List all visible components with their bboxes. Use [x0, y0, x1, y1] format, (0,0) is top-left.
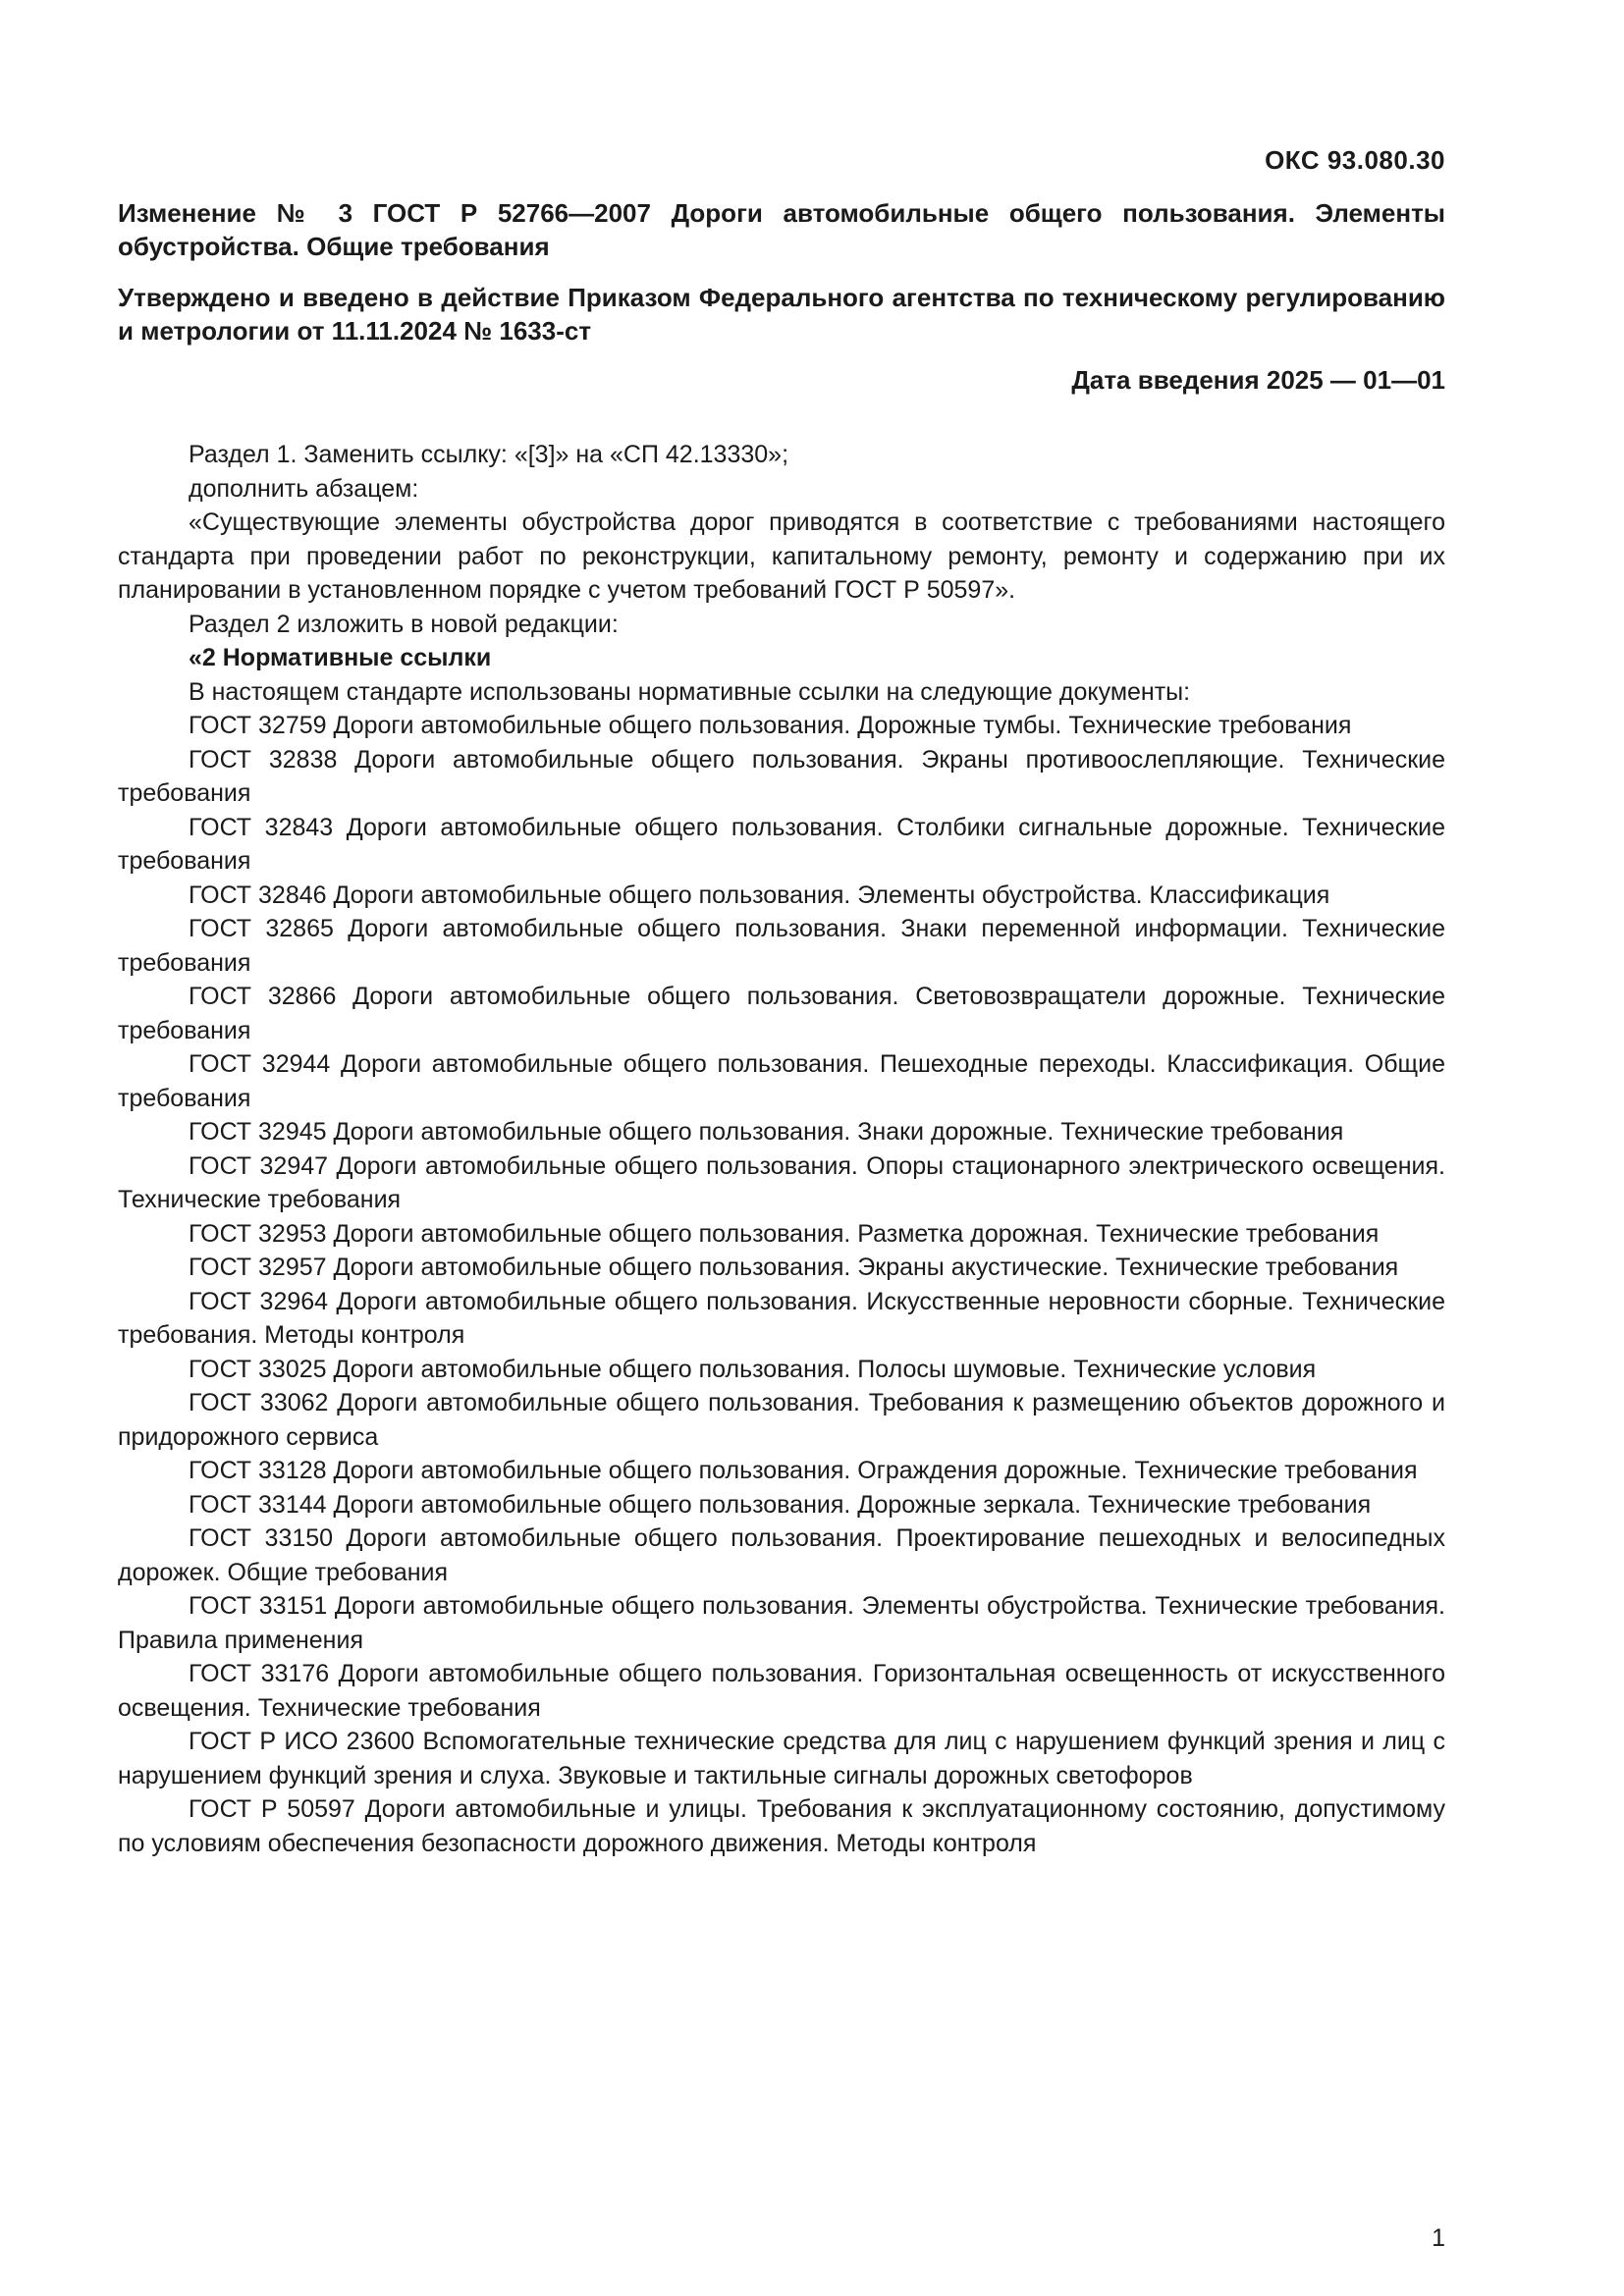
reference-item: ГОСТ 32846 Дороги автомобильные общего пользования. Элементы обустройства. Классификация [189, 881, 1330, 909]
intro-paragraph: Раздел 2 изложить в новой редакции: [189, 610, 619, 638]
section-intro: В настоящем стандарте использованы нормативные ссылки на следующие документы: [189, 677, 1191, 706]
approval-statement: Утверждено и введено в действие Приказом Федерального агентства по техническому регулированию и метрологии от 11.11.2024 № 1633-ст [118, 283, 1445, 346]
reference-item: ГОСТ 33150 Дороги автомобильные общего пользования. Проектирование пешеходных и велосипедных дорожек. Общие требования [118, 1524, 1445, 1586]
reference-item: ГОСТ 33144 Дороги автомобильные общего пользования. Дорожные зеркала. Технические требования [189, 1490, 1372, 1519]
reference-item: ГОСТ 32866 Дороги автомобильные общего пользования. Световозвращатели дорожные. Технические требования [118, 983, 1445, 1044]
reference-item: ГОСТ 32865 Дороги автомобильные общего пользования. Знаки переменной информации. Технические требования [118, 915, 1445, 977]
intro-paragraph: дополнить абзацем: [189, 474, 419, 503]
reference-item: ГОСТ 32957 Дороги автомобильные общего пользования. Экраны акустические. Технические требования [189, 1254, 1399, 1281]
reference-item: ГОСТ 33025 Дороги автомобильные общего пользования. Полосы шумовые. Технические условия [189, 1355, 1317, 1383]
reference-item: ГОСТ 32944 Дороги автомобильные общего пользования. Пешеходные переходы. Классификация. Общие требования [118, 1050, 1445, 1112]
effective-date: Дата введения 2025 — 01—01 [1071, 365, 1445, 395]
reference-item: ГОСТ 32947 Дороги автомобильные общего пользования. Опоры стационарного электрического освещения. Технические требования [118, 1151, 1445, 1213]
oks-code: ОКС 93.080.30 [1265, 145, 1445, 175]
reference-item: ГОСТ 32964 Дороги автомобильные общего пользования. Искусственные неровности сборные. Технические требования. Методы контроля [118, 1287, 1445, 1349]
reference-item: ГОСТ 32843 Дороги автомобильные общего пользования. Столбики сигнальные дорожные. Технические требования [118, 813, 1445, 875]
reference-item: ГОСТ 33128 Дороги автомобильные общего пользования. Ограждения дорожные. Технические требования [189, 1457, 1418, 1484]
reference-item: ГОСТ 32759 Дороги автомобильные общего пользования. Дорожные тумбы. Технические требования [189, 712, 1352, 739]
intro-paragraph: Раздел 1. Заменить ссылку: «[3]» на «СП 42.13330»; [189, 441, 789, 468]
page-number: 1 [1432, 2224, 1445, 2252]
reference-item: ГОСТ Р 50597 Дороги автомобильные и улицы. Требования к эксплуатационному состоянию, допустимому по условиям обеспечения безопасности дорожного движения. Методы контроля [118, 1795, 1445, 1857]
section-heading: «2 Нормативные ссылки [189, 644, 492, 671]
document-page [118, 0, 1445, 2296]
reference-item: ГОСТ 33062 Дороги автомобильные общего пользования. Требования к размещению объектов дорожного и придорожного сервиса [118, 1389, 1445, 1451]
reference-item: ГОСТ 32953 Дороги автомобильные общего пользования. Разметка дорожная. Технические требования [189, 1219, 1380, 1248]
reference-item: ГОСТ 32838 Дороги автомобильные общего пользования. Экраны противоослепляющие. Технические требования [118, 745, 1445, 807]
reference-item: ГОСТ Р ИСО 23600 Вспомогательные технические средства для лиц с нарушением функций зрения и лиц с нарушением функций зрения и слуха. Звуковые и тактильные сигналы дорожных светофоров [118, 1728, 1445, 1789]
reference-item: ГОСТ 33151 Дороги автомобильные общего пользования. Элементы обустройства. Технические требования. Правила применения [118, 1592, 1445, 1654]
document-title: Изменение № 3 ГОСТ Р 52766—2007 Дороги автомобильные общего пользования. Элементы обустройства. Общие требования [118, 198, 1445, 261]
intro-paragraph: «Существующие элементы обустройства дорог приводятся в соответствие с требованиями настоящего стандарта при проведении работ по реконструкции, капитальному ремонту, ремонту и содержанию при их планировании в установленном порядке с учетом требований ГОСТ Р 50597». [118, 508, 1445, 604]
reference-item: ГОСТ 32945 Дороги автомобильные общего пользования. Знаки дорожные. Технические требования [189, 1118, 1344, 1146]
reference-item: ГОСТ 33176 Дороги автомобильные общего пользования. Горизонтальная освещенность от искусственного освещения. Технические требования [118, 1660, 1445, 1722]
document-body [118, 438, 1445, 1860]
